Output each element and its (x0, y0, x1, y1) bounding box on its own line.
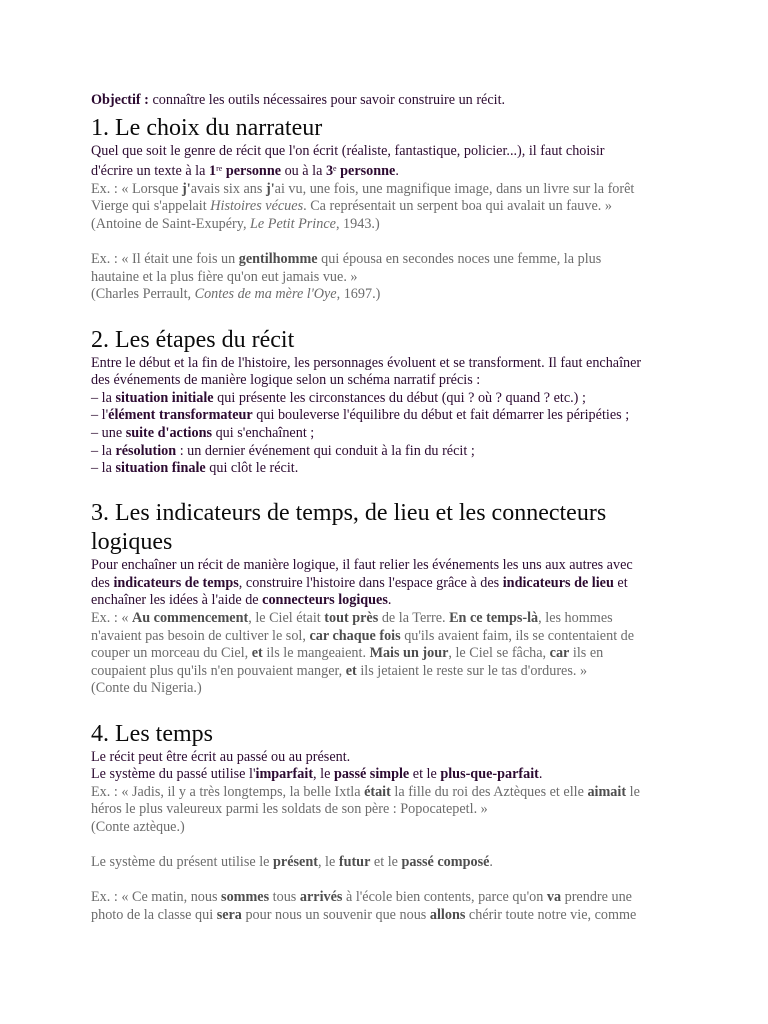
text-run: : un dernier événement qui conduit à la fin du récit ; (176, 442, 475, 459)
text-line (91, 460, 691, 478)
text-run: , 1943.) (335, 215, 380, 232)
text-run: photo de la classe qui (91, 906, 217, 923)
bold-text: j' (265, 180, 275, 197)
bold-text: va (546, 889, 562, 906)
text-run: (Conte du Nigeria.) (91, 680, 202, 697)
italic-text: Contes de ma mère l'Oye (194, 286, 337, 303)
bold-text: Objectif : (91, 92, 149, 108)
text-run: e (333, 164, 337, 174)
section-4-present-line (91, 854, 691, 872)
bold-text: sommes (221, 889, 270, 906)
text-run: Ex. : « Lorsque (91, 180, 183, 197)
text-line (91, 680, 691, 698)
text-run: – la (91, 389, 116, 406)
bold-text: 1 (208, 163, 217, 180)
section-3-heading-line-2: logiques (91, 529, 173, 556)
text-line (91, 907, 691, 925)
text-run: Ex. : « Il était une fois un (91, 251, 239, 268)
spacer (91, 872, 691, 890)
bold-text: situation finale (115, 460, 206, 477)
text-run: hautaine et la plus fière qu'on eut jamais vue. » (91, 268, 358, 285)
text-run: et le (370, 854, 402, 871)
text-run: (Conte aztèque.) (91, 819, 185, 835)
text-line (91, 801, 691, 819)
bold-text: et (251, 645, 263, 662)
bold-text: imparfait (255, 766, 314, 783)
bold-text: plus-que-parfait (440, 766, 539, 783)
text-line (91, 160, 691, 181)
text-line (91, 766, 691, 784)
text-run: Pour enchaîner un récit de manière logique, il faut relier les événements les uns aux autres avec (91, 557, 633, 574)
text-run: . (489, 854, 493, 871)
text-run: à l'école bien contents, parce qu'on (342, 889, 547, 906)
spacer (91, 234, 691, 252)
text-run: , le (317, 854, 339, 871)
text-run: ou à la (281, 163, 326, 180)
text-run: ai vu, une fois, une magnifique image, dans un livre sur la forêt (274, 180, 635, 197)
text-line (91, 407, 691, 425)
text-run: ils jetaient le reste sur le tas d'ordures. » (356, 662, 588, 679)
text-line (91, 628, 691, 646)
text-run: . (387, 592, 392, 609)
bold-text: aimait (587, 783, 627, 800)
bold-text: car chaque fois (309, 627, 401, 644)
bold-text: 3 (325, 163, 334, 180)
section-1-intro (91, 143, 691, 181)
text-line (91, 355, 691, 373)
bold-text: présent (273, 854, 318, 871)
text-line (91, 854, 691, 872)
text-run: le (626, 783, 640, 800)
text-run: de la Terre. (378, 610, 450, 627)
text-run: héros le plus valeureux parmi les soldats de son père : Popocatepetl. » (91, 801, 488, 818)
section-1-heading: 1. Le choix du narrateur (91, 114, 323, 141)
text-run: avais six ans (190, 180, 266, 197)
text-run: , 1697.) (336, 286, 381, 303)
section-2-heading: 2. Les étapes du récit (91, 326, 295, 353)
section-3-heading-line-1: 3. Les indicateurs de temps, de lieu et les connecteurs (91, 500, 607, 527)
text-run: la fille du roi des Aztèques et elle (390, 783, 588, 800)
text-line (91, 216, 691, 234)
text-run: d'écrire un texte à la (91, 163, 209, 180)
bold-text: sera (216, 906, 242, 923)
objective-line (91, 92, 691, 110)
text-run: enchaîner les idées à l'aide de (91, 592, 263, 609)
bold-text: indicateurs de temps (113, 574, 239, 591)
bold-text: Mais un jour (369, 645, 449, 662)
text-run: n'avaient pas besoin de cultiver le sol, (91, 627, 310, 644)
text-run: , le Ciel se fâcha, (448, 645, 550, 662)
text-line (91, 610, 691, 628)
bold-text: situation initiale (115, 389, 214, 406)
spacer (91, 698, 691, 716)
text-run: qui épousa en secondes noces une femme, la plus (317, 251, 602, 268)
italic-text: Le Petit Prince (250, 215, 336, 232)
text-line (91, 575, 691, 593)
bold-text: futur (338, 854, 371, 871)
bold-text: arrivés (299, 889, 343, 906)
text-line (91, 286, 691, 304)
text-line (91, 372, 691, 390)
text-run: qui s'enchaînent ; (212, 424, 315, 441)
text-run: qui présente les circonstances du début (qui ? où ? quand ? etc.) ; (213, 389, 586, 406)
section-2-body (91, 355, 691, 478)
text-line (91, 425, 691, 443)
bold-text: indicateurs de lieu (502, 574, 614, 591)
spacer (91, 478, 691, 496)
bold-text: En ce temps-là (449, 610, 539, 627)
document-body (91, 92, 691, 925)
text-line (91, 143, 691, 161)
text-run: Entre le début et la fin de l'histoire, les personnages évoluent et se transforment. Il faut enchaîner (91, 354, 642, 371)
bold-text: connecteurs logiques (262, 592, 388, 609)
text-line (91, 269, 691, 287)
bold-text: allons (429, 906, 466, 923)
text-run: Le système du passé utilise l' (91, 766, 256, 783)
section-4-intro (91, 749, 691, 784)
bold-text: suite d'actions (125, 424, 213, 441)
text-run: (Charles Perrault, (91, 286, 195, 303)
text-line (91, 784, 691, 802)
text-run: et le (409, 766, 441, 783)
text-run: . (395, 163, 399, 180)
italic-text: Histoires vécues (210, 198, 304, 215)
text-line (91, 443, 691, 461)
text-run: , les hommes (538, 610, 613, 627)
bold-text: personne (340, 163, 396, 180)
text-run: connaître les outils nécessaires pour savoir construire un récit. (148, 92, 506, 108)
text-run: , le (313, 766, 334, 783)
text-run: tous (269, 889, 300, 906)
text-run: Le système du présent utilise le (91, 854, 274, 871)
bold-text: résolution (115, 442, 177, 459)
text-line (91, 251, 691, 269)
bold-text: et (345, 662, 357, 679)
section-4-example-1 (91, 784, 691, 837)
bold-text: élément transformateur (108, 407, 253, 424)
bold-text: passé composé (401, 854, 490, 871)
text-run: Ex. : « Ce matin, nous (91, 889, 222, 906)
text-run: re (216, 164, 223, 174)
text-run: pour nous un souvenir que nous (241, 906, 430, 923)
text-line (91, 557, 691, 575)
bold-text: passé simple (333, 766, 410, 783)
bold-text: tout près (324, 610, 379, 627)
text-run: et (613, 574, 628, 591)
text-run: (Antoine de Saint-Exupéry, (91, 215, 251, 232)
text-run: – une (91, 424, 126, 441)
text-run: chérir toute notre vie, comme (465, 906, 637, 923)
section-4-example-2 (91, 889, 691, 924)
text-line (91, 592, 691, 610)
text-run: Ex. : « (91, 610, 132, 627)
text-run: qui bouleverse l'équilibre du début et fait démarrer les péripéties ; (252, 407, 630, 424)
text-line (91, 181, 691, 199)
text-run: Vierge qui s'appelait (91, 198, 211, 215)
text-run: ils le mangeaient. (262, 645, 370, 662)
text-run: , le Ciel était (248, 610, 325, 627)
text-run: des (91, 574, 114, 591)
bold-text: était (364, 783, 391, 800)
bold-text: car (549, 645, 570, 662)
text-run: – la (91, 442, 116, 459)
text-line (91, 198, 691, 216)
text-run: des événements de manière logique selon un schéma narratif précis : (91, 372, 481, 389)
spacer (91, 304, 691, 322)
section-4-heading: 4. Les temps (91, 720, 213, 747)
section-3-intro (91, 557, 691, 610)
text-run: Le récit peut être écrit au passé ou au présent. (91, 748, 351, 765)
text-run: , construire l'histoire dans l'espace grâce à des (238, 574, 503, 591)
text-run: qui clôt le récit. (205, 460, 299, 477)
text-run: ils en (569, 645, 604, 662)
text-line (91, 390, 691, 408)
text-run: . Ca représentait un serpent boa qui avalait un fauve. » (303, 198, 612, 215)
text-line (91, 889, 691, 907)
text-run: – l' (91, 407, 109, 424)
text-line (91, 645, 691, 663)
text-run: prendre une (561, 889, 632, 906)
text-line (91, 819, 691, 837)
text-run: Ex. : « Jadis, il y a très longtemps, la belle Ixtla (91, 783, 365, 800)
text-run: qu'ils avaient faim, ils se contentaient de (400, 627, 635, 644)
bold-text: Au commencement (131, 610, 249, 627)
text-line (91, 749, 691, 767)
text-line (91, 663, 691, 681)
spacer (91, 837, 691, 855)
section-1-example-1 (91, 181, 691, 234)
bold-text: gentilhomme (238, 251, 318, 268)
text-run: Quel que soit le genre de récit que l'on écrit (réaliste, fantastique, policier...), il faut choisir (91, 142, 605, 159)
text-run: couper un morceau du Ciel, (91, 645, 252, 662)
text-run: . (538, 766, 543, 783)
text-run: coupaient plus qu'ils n'en pouvaient manger, (91, 662, 346, 679)
section-3-example (91, 610, 691, 698)
text-run: – la (91, 460, 116, 477)
bold-text: j' (182, 180, 191, 197)
bold-text: personne (225, 163, 282, 180)
section-1-example-2 (91, 251, 691, 304)
